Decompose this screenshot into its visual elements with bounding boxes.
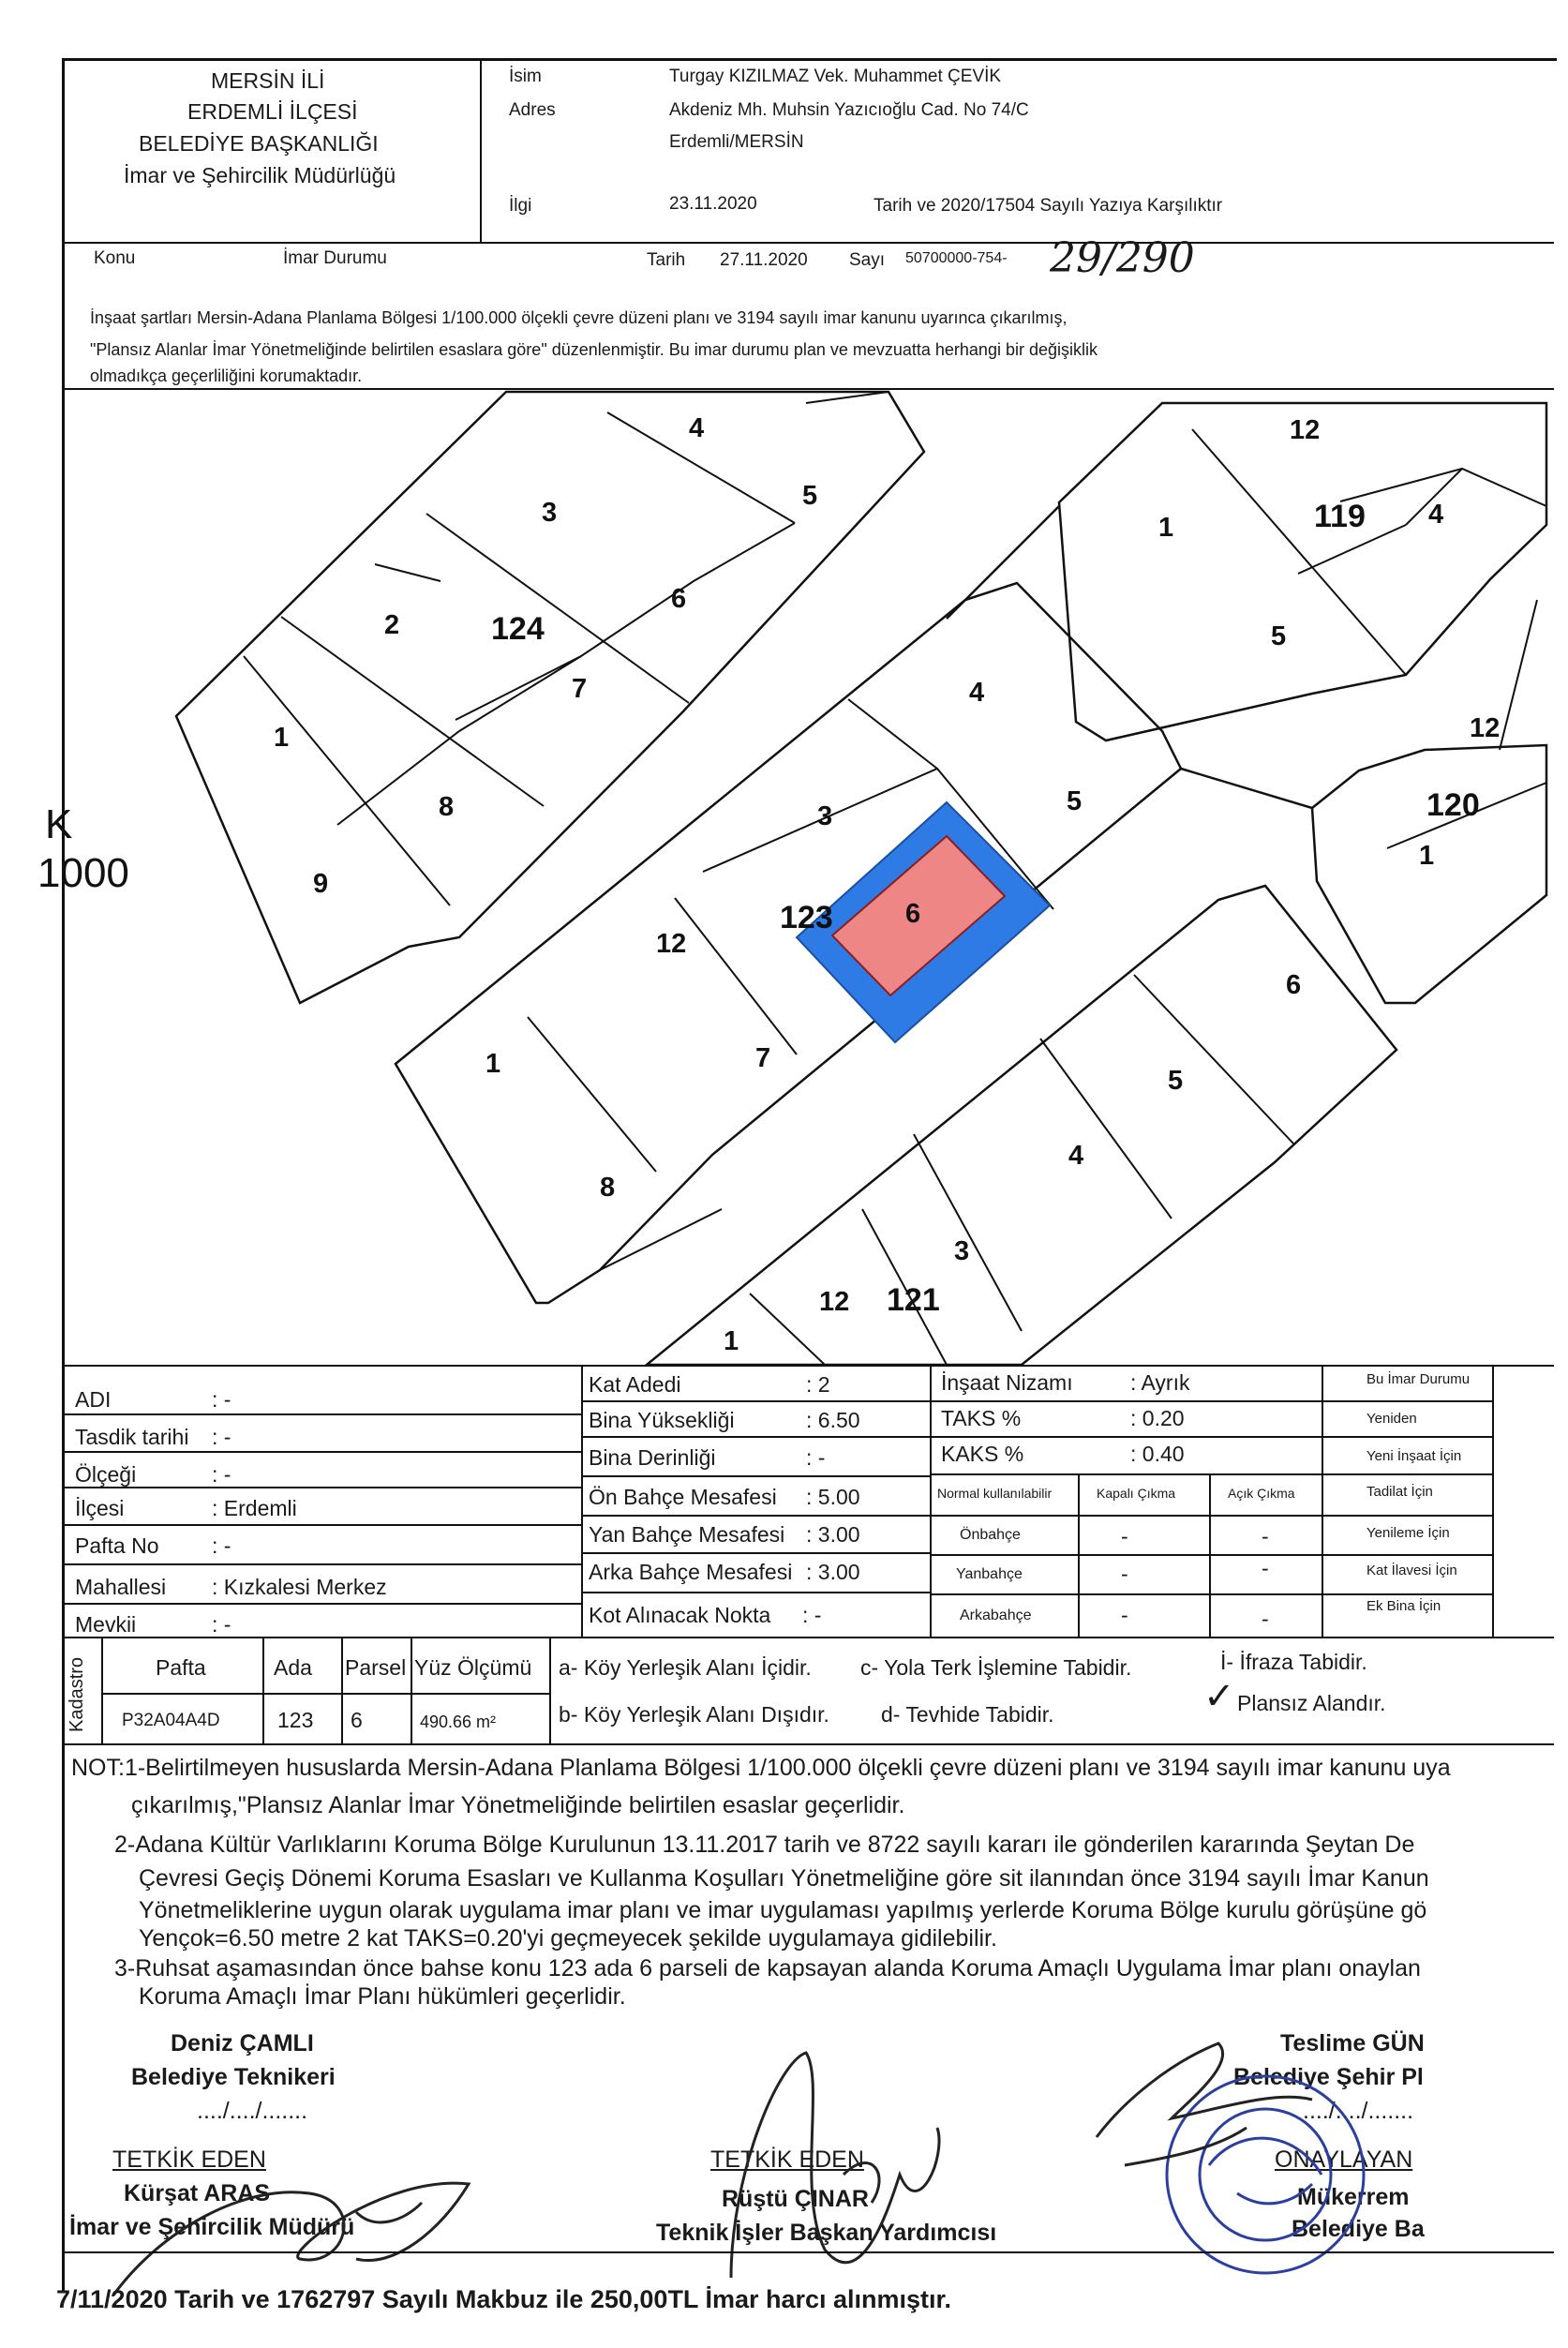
kadastro-option: d- Tevhide Tabidir. <box>881 1702 1054 1727</box>
parcel-label: 12 <box>656 929 687 959</box>
intro-line: olmadıkça geçerliliğini korumaktadır. <box>90 366 363 385</box>
parcel-label: 8 <box>600 1173 616 1203</box>
row-line <box>581 1400 930 1402</box>
isim-label: İsim <box>509 67 542 86</box>
usage-label: Bu İmar Durumu <box>1366 1371 1471 1387</box>
parcel-label: 4 <box>1068 1141 1084 1171</box>
info-label: Mevkii <box>75 1612 137 1637</box>
kadastro-option: a- Köy Yerleşik Alanı İçidir. <box>559 1655 812 1680</box>
usage-label: Kat İlavesi İçin <box>1366 1563 1457 1578</box>
kadastro-option: İ- İfraza Tabidir. <box>1220 1650 1367 1674</box>
row-line <box>581 1515 930 1517</box>
cikma-value: - <box>1121 1562 1128 1586</box>
info-label: Ön Bahçe Mesafesi <box>589 1485 777 1509</box>
kadastro-side-label: Kadastro <box>67 1656 87 1732</box>
info-value: : - <box>212 1387 231 1412</box>
info-divider <box>1492 1365 1494 1637</box>
parcel-label: 6 <box>905 899 921 929</box>
signatures-and-stamp <box>0 1983 1568 2296</box>
col-line <box>1209 1473 1211 1637</box>
col-line <box>1078 1473 1080 1637</box>
signer-name: Teslime GÜN <box>1280 2030 1425 2056</box>
sayi-handwritten: 29/290 <box>1050 234 1195 282</box>
info-value: : 6.50 <box>806 1408 860 1432</box>
cikma-header: Açık Çıkma <box>1228 1486 1295 1501</box>
kadastro-option: c- Yola Terk İşlemine Tabidir. <box>860 1655 1132 1680</box>
signature-date-line: ..../..../....... <box>197 2098 308 2124</box>
info-value: : Erdemli <box>212 1496 297 1520</box>
cikma-label: Arkabahçe <box>960 1608 1032 1623</box>
kadastro-header: Ada <box>274 1655 312 1680</box>
info-divider <box>581 1365 583 1637</box>
cikma-header: Kapalı Çıkma <box>1097 1486 1176 1501</box>
info-label: Bina Yüksekliği <box>589 1408 735 1432</box>
info-value: : - <box>806 1445 826 1470</box>
usage-label: Yeni İnşaat İçin <box>1366 1448 1462 1464</box>
parcel-label: 12 <box>1290 415 1321 445</box>
map-side-label-1000: 1000 <box>37 850 129 896</box>
parcel-label: 7 <box>755 1043 771 1073</box>
parcel-label: 6 <box>671 584 687 614</box>
info-value: : 2 <box>806 1372 830 1397</box>
cikma-value: - <box>1262 1556 1269 1580</box>
block-label: 119 <box>1314 499 1366 534</box>
kadastro-top-line <box>62 1637 1554 1638</box>
info-label: Ölçeği <box>75 1462 137 1487</box>
parcel-label: 5 <box>1168 1066 1184 1096</box>
info-label: İnşaat Nizamı <box>941 1370 1073 1395</box>
block-label: 121 <box>887 1282 940 1318</box>
parcel-label: 6 <box>1286 970 1302 1000</box>
info-divider <box>1322 1365 1323 1637</box>
office-line: BELEDİYE BAŞKANLIĞI <box>139 131 379 156</box>
road-edge <box>1181 769 1312 808</box>
parcel-label: 12 <box>1470 713 1501 743</box>
kadastro-cell: 490.66 m² <box>420 1712 497 1731</box>
konu-label: Konu <box>94 248 136 268</box>
left-signature <box>112 2180 469 2296</box>
kadastro-header: Parsel <box>345 1655 407 1680</box>
kadastro-bottom-line <box>62 1743 1554 1745</box>
cikma-value: - <box>1121 1603 1128 1627</box>
adres-line2: Erdemli/MERSİN <box>669 132 804 152</box>
right-signature <box>1097 2043 1312 2165</box>
signer-name: Mükerrem <box>1297 2184 1410 2210</box>
header-divider <box>480 58 482 244</box>
row-line <box>1322 1593 1492 1595</box>
kadastro-header: Pafta <box>156 1655 206 1680</box>
footer-top-line <box>62 2251 1554 2253</box>
info-label: Mahallesi <box>75 1575 167 1599</box>
note-line: Yençok=6.50 metre 2 kat TAKS=0.20'yi geçmeyecek şekilde uygulamaya gidilebilir. <box>139 1925 997 1952</box>
row-line <box>581 1592 930 1593</box>
usage-label: Tadilat İçin <box>1366 1484 1433 1500</box>
check-icon: ✓ <box>1203 1676 1235 1717</box>
cikma-value: - <box>1121 1524 1128 1548</box>
col-line <box>411 1637 412 1743</box>
tarih-label: Tarih <box>647 250 686 270</box>
map-side-label-k: K <box>45 801 73 847</box>
tarih-sayi-text: Tarih ve 2020/17504 Sayılı Yazıya Karşılıktır <box>874 196 1223 216</box>
info-label: Kot Alınacak Nokta <box>589 1603 771 1627</box>
parcel-label: 7 <box>572 674 588 704</box>
row-line <box>930 1593 1322 1595</box>
row-line <box>62 1413 581 1415</box>
stamp <box>1167 2076 1364 2273</box>
header-bottom-line <box>62 242 1554 244</box>
col-line <box>101 1637 103 1743</box>
cikma-value: - <box>1262 1524 1269 1548</box>
block-120-outline <box>1312 745 1546 1003</box>
info-value: : 3.00 <box>806 1560 860 1584</box>
info-value: : - <box>212 1425 231 1449</box>
parcel-label: 3 <box>954 1236 970 1266</box>
sayi-label: Sayı <box>849 250 886 270</box>
cikma-label: Önbahçe <box>960 1527 1021 1543</box>
info-value: : 5.00 <box>806 1485 860 1509</box>
info-divider <box>930 1365 932 1637</box>
parcel-label: 12 <box>819 1287 850 1317</box>
block-label: 124 <box>491 611 545 647</box>
note-line: Yönetmeliklerine uygun olarak uygulama imar planı ve imar uygulaması yapılmış yerlerde Koruma Bölge kurulu görüşüne gö <box>139 1897 1427 1923</box>
konu-value: İmar Durumu <box>283 248 387 268</box>
info-label: Arka Bahçe Mesafesi <box>589 1560 793 1584</box>
row-line <box>930 1400 1322 1402</box>
info-value: : - <box>212 1612 231 1637</box>
parcel-label: 3 <box>817 801 833 831</box>
info-label: Kat Adedi <box>589 1372 681 1397</box>
parcel-label: 9 <box>313 869 329 899</box>
parcel-label: 1 <box>1419 841 1435 871</box>
col-line <box>341 1637 343 1743</box>
row-line <box>930 1554 1322 1556</box>
info-value: : - <box>212 1533 231 1558</box>
info-value: : 3.00 <box>806 1522 860 1547</box>
office-line: İmar ve Şehircilik Müdürlüğü <box>124 163 396 187</box>
row-line <box>1322 1473 1492 1475</box>
row-line <box>930 1436 1322 1438</box>
parcel-label: 5 <box>1067 786 1083 816</box>
kadastro-option: b- Köy Yerleşik Alanı Dışıdır. <box>559 1702 829 1727</box>
sayi-value: 50700000-754- <box>905 250 1008 266</box>
info-value: : Ayrık <box>1130 1370 1190 1395</box>
parcel-label: 5 <box>802 481 818 511</box>
info-value: : 0.40 <box>1130 1442 1185 1466</box>
signer-title: Belediye Ba <box>1292 2216 1425 2242</box>
signer-title: Belediye Şehir Pl <box>1233 2064 1424 2090</box>
col-line <box>549 1637 551 1743</box>
info-value: : - <box>802 1603 822 1627</box>
kadastro-header: Yüz Ölçümü <box>414 1655 532 1680</box>
row-line <box>1322 1436 1492 1438</box>
usage-label: Yeniden <box>1366 1411 1417 1427</box>
row-line <box>62 1487 581 1488</box>
adres-label: Adres <box>509 100 556 120</box>
parcel-label: 3 <box>542 498 558 528</box>
signer-name: Rüştü ÇINAR <box>722 2186 869 2212</box>
adres-line1: Akdeniz Mh. Muhsin Yazıcıoğlu Cad. No 74/C <box>669 100 1029 120</box>
note-line: çıkarılmış,"Plansız Alanlar İmar Yönetmeliğinde belirtilen esaslar geçerlidir. <box>131 1792 905 1818</box>
signer-title: Teknik İşler Başkan Yardımcısı <box>656 2220 997 2246</box>
parcel-label: 4 <box>969 678 985 708</box>
note-line: NOT:1-Belirtilmeyen hususlarda Mersin-Adana Planlama Bölgesi 1/100.000 ölçekli çevre düzeni planı ve 3194 sayılı imar kanunu uya <box>71 1755 1451 1781</box>
office-line: ERDEMLİ İLÇESİ <box>187 99 358 124</box>
row-line <box>581 1552 930 1554</box>
signature-heading: TETKİK EDEN <box>710 2146 864 2173</box>
row-line <box>930 1515 1322 1517</box>
block-121-outline <box>647 886 1396 1365</box>
footer-text: 7/11/2020 Tarih ve 1762797 Sayılı Makbuz ile 250,00TL İmar harcı alınmıştır. <box>56 2285 952 2313</box>
tarih-value: 27.11.2020 <box>720 250 808 270</box>
info-label: İlçesi <box>75 1496 125 1520</box>
note-line: 2-Adana Kültür Varlıklarını Koruma Bölge Kurulunun 13.11.2017 tarih ve 8722 sayılı kararı ile gönderilen kararında Şeytan De <box>114 1832 1415 1858</box>
row-line <box>62 1451 581 1453</box>
cikma-label: Yanbahçe <box>956 1566 1023 1582</box>
parcel-label: 4 <box>689 413 705 443</box>
parcel-label: 8 <box>439 792 455 822</box>
row-line <box>930 1473 1322 1475</box>
info-value: : Kızkalesi Merkez <box>212 1575 387 1599</box>
road-edge <box>947 506 1059 619</box>
signature-heading: TETKİK EDEN <box>112 2146 266 2173</box>
usage-label: Ek Bina İçin <box>1366 1598 1441 1614</box>
kadastro-cell: 6 <box>351 1708 363 1732</box>
row-line <box>1322 1400 1492 1402</box>
info-value: : 0.20 <box>1130 1406 1185 1430</box>
block-label: 123 <box>780 900 833 935</box>
info-label: Tasdik tarihi <box>75 1425 189 1449</box>
row-line <box>581 1436 930 1438</box>
row-line <box>62 1603 581 1605</box>
parcel-label: 1 <box>724 1326 739 1356</box>
parcel-label: 5 <box>1271 621 1287 651</box>
info-label: TAKS % <box>941 1406 1022 1430</box>
kadastro-cell: P32A04A4D <box>122 1711 220 1730</box>
side-labels <box>37 801 129 896</box>
info-top-line <box>62 1365 1554 1367</box>
parcel-label: 1 <box>485 1049 501 1079</box>
parcel-label: 1 <box>1158 513 1174 543</box>
row-line <box>1322 1515 1492 1517</box>
row-line <box>62 1563 581 1565</box>
info-label: Bina Derinliği <box>589 1445 716 1470</box>
signature-heading: ONAYLAYAN <box>1275 2146 1413 2173</box>
kadastro-cell: 123 <box>277 1708 314 1732</box>
info-label: Yan Bahçe Mesafesi <box>589 1522 785 1547</box>
info-value: : - <box>212 1462 231 1487</box>
row-line <box>581 1475 930 1477</box>
note-line: 3-Ruhsat aşamasından önce bahse konu 123 ada 6 parseli de kapsayan alanda Koruma Amaçlı Uygulama İmar planı onaylan <box>114 1955 1421 1982</box>
intro-line: İnşaat şartları Mersin-Adana Planlama Bölgesi 1/100.000 ölçekli çevre düzeni planı ve 3194 sayılı imar kanunu uyarınca çıkarılmış, <box>90 308 1068 327</box>
info-label: ADI <box>75 1387 112 1412</box>
signer-name: Kürşat ARAS <box>124 2180 271 2206</box>
parcel-label: 4 <box>1428 500 1444 530</box>
parcel-label: 2 <box>384 610 400 640</box>
block-label: 120 <box>1426 787 1480 823</box>
signer-title: Belediye Teknikeri <box>131 2064 336 2090</box>
isim-value: Turgay KIZILMAZ Vek. Muhammet ÇEVİK <box>669 67 1002 86</box>
parcel-label: 1 <box>274 723 290 753</box>
info-label: Pafta No <box>75 1533 159 1558</box>
info-label: KAKS % <box>941 1442 1024 1466</box>
row-line <box>1322 1554 1492 1556</box>
cikma-value: - <box>1262 1607 1269 1631</box>
note-line: Çevresi Geçiş Dönemi Koruma Esasları ve Kullanma Koşulları Yönetmeliğine göre sit ilanından önce 3194 sayılı İmar Kanun <box>139 1865 1429 1892</box>
ilgi-label: İlgi <box>509 196 532 216</box>
row-line <box>101 1693 549 1695</box>
office-line: MERSİN İLİ <box>211 68 325 93</box>
cikma-header: Normal kullanılabilir <box>937 1486 1053 1501</box>
kadastro-option-checked: Plansız Alandır. <box>1237 1691 1386 1715</box>
usage-label: Yenileme İçin <box>1366 1525 1450 1541</box>
middle-signature <box>731 2053 939 2278</box>
parcel-map <box>0 390 1568 1365</box>
signer-name: Deniz ÇAMLI <box>171 2030 314 2056</box>
intro-line: "Plansız Alanlar İmar Yönetmeliğinde belirtilen esaslara göre" düzenlenmiştir. Bu imar durumu plan ve mevzuatta herhangi bir değişiklik <box>90 340 1098 359</box>
row-line <box>62 1524 581 1526</box>
col-line <box>262 1637 264 1743</box>
note-line: Koruma Amaçlı İmar Planı hükümleri geçerlidir. <box>139 1983 626 2010</box>
signer-title: İmar ve Şehircilik Müdürü <box>69 2214 355 2240</box>
signature-date-line: ..../..../....... <box>1303 2098 1414 2124</box>
ilgi-value: 23.11.2020 <box>669 194 757 214</box>
